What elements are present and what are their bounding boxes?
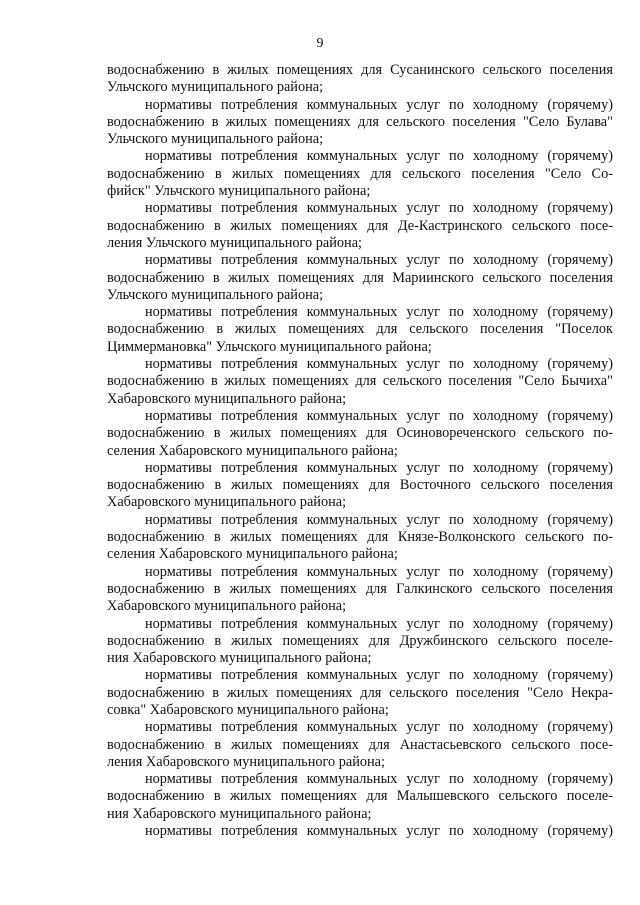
text-line: водоснабжению в жилых помещениях для Сусанинского сельского поселения: [107, 62, 613, 78]
paragraph-first-line: нормативы потребления коммунальных услуг по холодному (горячему): [145, 148, 613, 165]
text-line: водоснабжению в жилых помещениях для Мариинского сельского поселения: [107, 269, 613, 286]
paragraph-first-line: нормативы потребления коммунальных услуг по холодному (горячему): [145, 719, 613, 736]
paragraph-first-line: нормативы потребления коммунальных услуг по холодному (горячему): [145, 667, 613, 684]
text-line: Ульчского муниципального района;: [107, 286, 324, 303]
paragraph-first-line: нормативы потребления коммунальных услуг по холодному (горячему): [145, 771, 613, 788]
text-line: водоснабжению в жилых помещениях для Дружбинского сельского поселе-: [107, 632, 613, 649]
text-line: Ульчского муниципального района;: [107, 131, 324, 148]
text-line: водоснабжению в жилых помещениях для сельского поселения "Село Булава": [107, 113, 613, 130]
text-line: ления Хабаровского муниципального района;: [107, 753, 385, 770]
paragraph-first-line: нормативы потребления коммунальных услуг по холодному (горячему): [145, 407, 613, 424]
paragraph-first-line: нормативы потребления коммунальных услуг по холодному (горячему): [145, 459, 613, 476]
paragraph-first-line: нормативы потребления коммунальных услуг по холодному (горячему): [145, 96, 613, 113]
paragraph-first-line: нормативы потребления коммунальных услуг по холодному (горячему): [145, 252, 613, 269]
text-line: водоснабжению в жилых помещениях для Восточного сельского поселения: [107, 477, 613, 494]
paragraph-first-line: нормативы потребления коммунальных услуг по холодному (горячему): [145, 356, 613, 373]
text-line: Хабаровского муниципального района;: [107, 494, 347, 511]
text-line: водоснабжению в жилых помещениях для Осиновореченского сельского по-: [107, 425, 613, 442]
text-line: водоснабжению в жилых помещениях для сельского поселения "Село Со-: [107, 165, 613, 182]
text-line: Ульчского муниципального района;: [107, 79, 324, 96]
text-line: водоснабжению в жилых помещениях для сельского поселения "Село Бычиха": [107, 373, 613, 390]
text-line: ния Хабаровского муниципального района;: [107, 650, 372, 667]
text-line: водоснабжению в жилых помещениях для сельского поселения "Село Некра-: [107, 684, 613, 701]
text-line: водоснабжению в жилых помещениях для Анастасьевского сельского посе-: [107, 736, 613, 753]
paragraph-first-line: нормативы потребления коммунальных услуг по холодному (горячему): [145, 511, 613, 528]
text-line: Хабаровского муниципального района;: [107, 390, 347, 407]
text-line: ния Хабаровского муниципального района;: [107, 805, 372, 822]
text-line: Хабаровского муниципального района;: [107, 598, 347, 615]
text-line: ления Ульчского муниципального района;: [107, 234, 363, 251]
text-line: водоснабжению в жилых помещениях для Князе-Волконского сельского по-: [107, 529, 613, 546]
text-line: совка" Хабаровского муниципального района;: [107, 701, 389, 718]
text-line: водоснабжению в жилых помещениях для Галкинского сельского поселения: [107, 580, 613, 597]
text-line: Циммермановка" Ульчского муниципального района;: [107, 338, 432, 355]
text-line: селения Хабаровского муниципального района;: [107, 546, 398, 563]
paragraph-first-line: нормативы потребления коммунальных услуг по холодному (горячему): [145, 304, 613, 321]
text-line: водоснабжению в жилых помещениях для сельского поселения "Поселок: [107, 321, 613, 338]
text-line: водоснабжению в жилых помещениях для Малышевского сельского поселе-: [107, 788, 613, 805]
text-line: фийск" Ульчского муниципального района;: [107, 183, 371, 200]
paragraph-first-line: нормативы потребления коммунальных услуг по холодному (горячему): [145, 563, 613, 580]
paragraph-first-line: нормативы потребления коммунальных услуг по холодному (горячему): [145, 615, 613, 632]
paragraph-first-line: нормативы потребления коммунальных услуг по холодному (горячему): [145, 823, 613, 840]
text-line: селения Хабаровского муниципального района;: [107, 442, 398, 459]
page-number: 9: [316, 36, 324, 51]
paragraph-first-line: нормативы потребления коммунальных услуг по холодному (горячему): [145, 200, 613, 217]
text-line: водоснабжению в жилых помещениях для Де-Кастринского сельского посе-: [107, 217, 613, 234]
body-text: [107, 62, 613, 840]
